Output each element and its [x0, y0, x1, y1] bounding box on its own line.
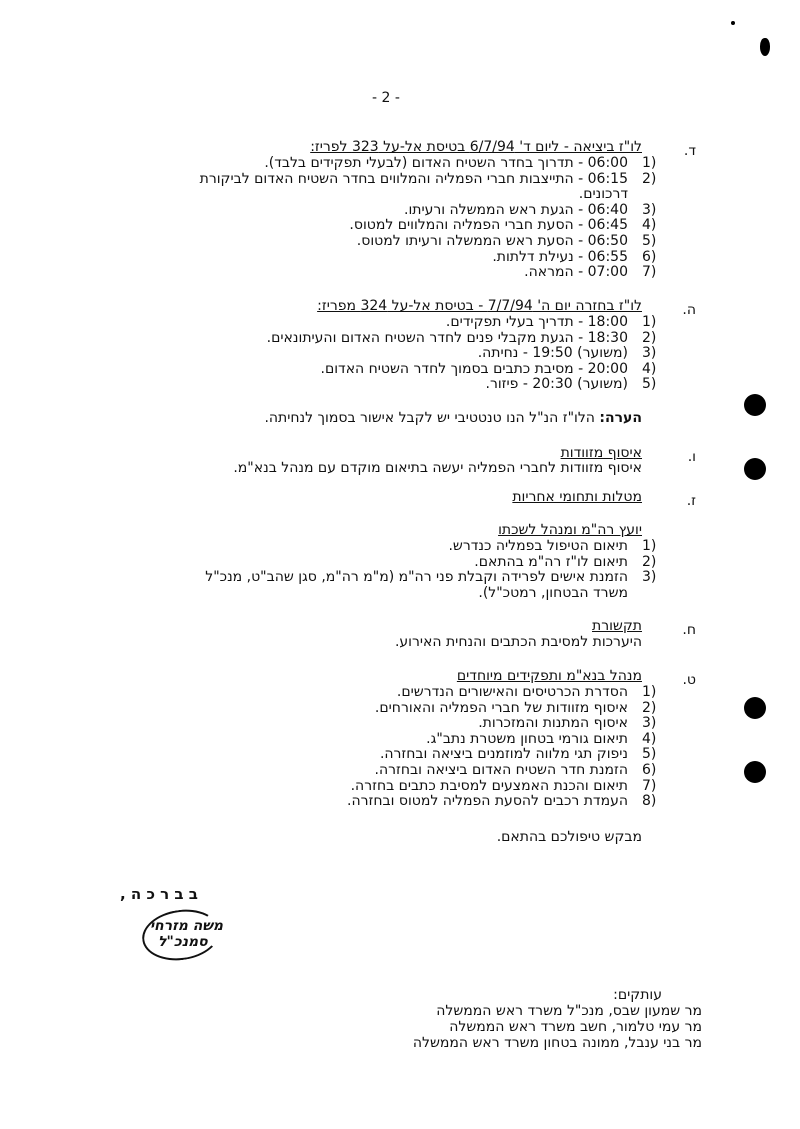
- section-title: מנהל בנא"מ ותפקידים מיוחדים: [456, 668, 642, 684]
- list-item-number: 5): [642, 233, 657, 249]
- list-item-text: הזמנת חדר השטיח האדום ביציאה ובחזרה.: [374, 762, 628, 778]
- list-item-number: 1): [642, 538, 657, 554]
- signature-blessing: ב ב ר כ ה ,: [120, 885, 198, 903]
- list-item-number: 2): [642, 170, 657, 187]
- list-item: [0, 684, 800, 700]
- list-item-number: 2): [642, 329, 657, 346]
- list-item-number: 8): [642, 793, 657, 810]
- list-item-number: 1): [642, 155, 657, 171]
- section-title: לו"ז ביציאה - ליום ד' 6/7/94 בטיסת אל-על 323 לפריז:: [310, 139, 642, 155]
- list-item-text: ניפוק תגי מלווה למוזמנים ביציאה ובחזרה.: [379, 746, 628, 763]
- list-item-text: 06:50 - הסעת ראש הממשלה ורעיתו למטוס.: [356, 233, 628, 249]
- copies-line: מר שמעון שבס, מנכ"ל משרד ראש הממשלה: [436, 1003, 702, 1019]
- list-item: [0, 762, 800, 778]
- copies-line: מר בני ענבל, ממונה בטחון משרד ראש הממשלה: [412, 1035, 702, 1051]
- list-item: [0, 155, 800, 171]
- closing-line: מבקש טיפולכם בהתאם.: [496, 829, 642, 845]
- list-item-text: (משוער) 19:50 - נחיתה.: [477, 345, 628, 362]
- list-item-number: 2): [642, 553, 657, 570]
- list-item-text: דרכונים.: [578, 186, 628, 203]
- note-label: הערה:: [599, 410, 642, 426]
- list-item-number: 5): [642, 376, 657, 393]
- list-item-text: איסוף המתנות והמזכרות.: [478, 715, 628, 732]
- list-item-text: 06:40 - הגעת ראש הממשלה ורעיתו.: [404, 201, 628, 218]
- list-item: [0, 554, 800, 570]
- section-title: לו"ז בחזרה יום ה' 7/7/94 - בטיסת אל-על 324 מפריז:: [317, 298, 642, 314]
- section-letter: ח.: [682, 622, 696, 638]
- list-item: [0, 345, 800, 361]
- page-number: - 2 -: [372, 90, 400, 106]
- list-item: [0, 264, 800, 280]
- list-item: [0, 314, 800, 330]
- list-item: [0, 186, 800, 202]
- list-item-text: (משוער) 20:30 - פיזור.: [485, 376, 628, 393]
- list-item-number: 6): [642, 762, 657, 778]
- list-item: [0, 746, 800, 762]
- list-item-number: 7): [642, 777, 657, 794]
- list-item-text: 06:45 - הסעת חברי הפמליה והמלווים למטוס.: [349, 217, 628, 234]
- list-item-text: 20:00 - מסיבת כתבים בסמוך לחדר השטיח האדום.: [320, 360, 628, 377]
- list-item-number: 7): [642, 264, 657, 281]
- section-title: איסוף מזוודות: [560, 445, 642, 461]
- section-title: מטלות ותחומי אחריות: [512, 489, 642, 505]
- section-title: תקשורת: [592, 618, 642, 634]
- list-item: [0, 202, 800, 218]
- list-item-number: 6): [642, 248, 657, 265]
- list-item: [0, 569, 800, 585]
- list-item: [0, 171, 800, 187]
- list-item-number: 4): [642, 730, 657, 747]
- list-item: [0, 778, 800, 794]
- list-item-text: 18:00 - תדריך בעלי תפקידים.: [445, 314, 628, 330]
- list-item: [0, 249, 800, 265]
- section-subtitle: יועץ רה"מ ומנהל לשכתו: [498, 522, 642, 538]
- list-item: [0, 376, 800, 392]
- list-item-number: 4): [642, 217, 657, 234]
- note-text: הלו"ז הנ"ל הנו טנטטיבי יש לקבל אישור בסמוך לנחיתה.: [264, 410, 600, 426]
- list-item-text: תיאום והכנת האמצעים למסיבת כתבים בחזרה.: [350, 777, 628, 794]
- list-item: [0, 731, 800, 747]
- list-item-number: 3): [642, 201, 657, 218]
- list-item-text: 07:00 - המראה.: [524, 264, 628, 281]
- list-item-text: תיאום גורמי בטחון משטרת נתב"ג.: [426, 730, 628, 747]
- list-item-text: משרד הבטחון, רמטכ"ל).: [478, 584, 628, 601]
- list-item-number: 1): [642, 684, 657, 700]
- list-item-number: 2): [642, 699, 657, 716]
- note: [264, 410, 642, 426]
- section-body: היערכות למסיבת הכתבים והנחית האירוע.: [394, 634, 642, 650]
- list-item: [0, 361, 800, 377]
- list-item-number: 3): [642, 715, 657, 732]
- list-item-text: הסדרת הכרטיסים והאישורים הנדרשים.: [396, 684, 628, 700]
- list-item: [0, 793, 800, 809]
- list-item-number: 3): [642, 569, 657, 586]
- list-item-text: תיאום הטיפול בפמליה כנדרש.: [448, 538, 628, 554]
- list-item: [0, 217, 800, 233]
- list-item-text: 06:15 - התייצבות חברי הפמליה והמלווים בחדר השטיח האדום לביקורת: [199, 170, 628, 187]
- list-item-number: 3): [642, 345, 657, 362]
- list-item: [0, 715, 800, 731]
- list-item-text: תיאום לו"ז רה"מ בהתאם.: [474, 553, 628, 570]
- copies-label: עותקים:: [613, 987, 662, 1003]
- hole-punch-mark: [744, 394, 766, 416]
- list-item-number: 5): [642, 746, 657, 763]
- section-letter: ו.: [687, 449, 696, 465]
- section-letter: ז.: [686, 493, 696, 509]
- section-letter: ה.: [682, 302, 696, 318]
- list-item: [0, 233, 800, 249]
- list-item-text: איסוף מזוודות של חברי הפמליה והאורחים.: [374, 699, 628, 716]
- list-item-text: 06:00 - תדרוך בחדר השטיח האדום (לבעלי תפקידים בלבד).: [264, 155, 628, 171]
- list-item: [0, 585, 800, 601]
- list-item: [0, 700, 800, 716]
- scan-blot: [760, 38, 770, 56]
- list-item: [0, 538, 800, 554]
- list-item-text: הזמנת אישים לפרידה וקבלת פני רה"מ (מ"מ רה"מ, סגן שהב"ט, מנכ"ל: [205, 569, 628, 586]
- copies-line: מר עמי טלמור, חשב משרד ראש הממשלה: [449, 1019, 702, 1035]
- signature-title: סמנכ"ל: [158, 934, 208, 950]
- section-letter: ד.: [683, 143, 696, 159]
- list-item: [0, 330, 800, 346]
- list-item-text: העמדת רכבים להסעת הפמליה למטוס ובחזרה.: [347, 793, 628, 810]
- section-letter: ט.: [682, 672, 696, 688]
- list-item-text: 06:55 - נעילת דלתות.: [492, 248, 628, 265]
- list-item-text: 18:30 - הגעת מקבלי פנים לחדר השטיח האדום והעיתונאים.: [266, 329, 628, 346]
- signature-name: משה מזרחי: [150, 918, 224, 934]
- section-body: איסוף מזוודות לחברי הפמליה יעשה בתיאום מוקדם עם מנהל בנא"מ.: [233, 460, 642, 476]
- scan-speck: [731, 21, 735, 25]
- list-item-number: 4): [642, 360, 657, 377]
- list-item-number: 1): [642, 314, 657, 330]
- hole-punch-mark: [744, 458, 766, 480]
